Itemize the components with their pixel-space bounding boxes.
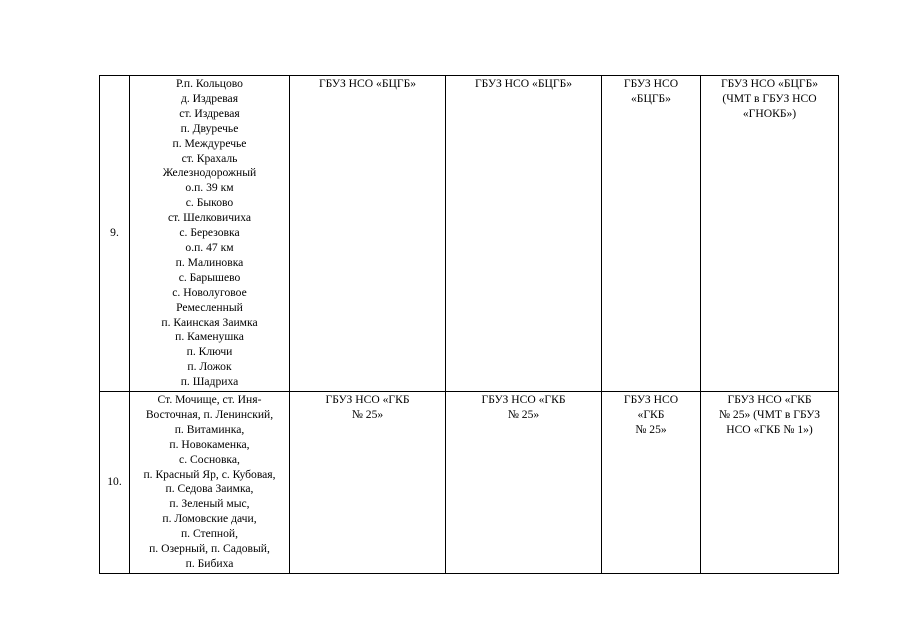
hospital-cell-c [602,392,701,574]
table-row [100,392,839,574]
cell-line: п. Бибиха [185,557,234,570]
cell-line: п. Каинская Заимка [161,315,258,329]
cell-line: ГБУЗ НСО [623,393,679,407]
cell-line: п. Шадриха [180,375,239,389]
cell-line: п. Ключи [186,345,233,359]
cell-line: с. Березовка [179,226,240,240]
cell-line: «ГКБ [637,407,665,421]
cell-line: п. Степной, [180,527,239,541]
cell-line: п. Озерный, п. Садовый, [149,542,270,556]
cell-line: ГБУЗ НСО «ГКБ [481,393,566,407]
cell-line: с. Быково [185,196,234,210]
cell-line: ГБУЗ НСО «БЦГБ» [318,77,417,90]
hospital-cell-a [290,76,446,392]
cell-line: п. Ложок [187,360,232,374]
hospital-cell-d [701,76,839,392]
cell-line: НСО «ГКБ № 1») [726,422,813,436]
cell-line: Железнодорожный [162,166,257,180]
cell-line: ст. Шелковичиха [167,211,252,225]
cell-line: (ЧМТ в ГБУЗ НСО [722,91,817,105]
cell-line: ст. Издревая [179,106,240,120]
cell-line: Восточная, п. Ленинский, [145,407,274,421]
cell-line: № 25» (ЧМТ в ГБУЗ [718,407,821,421]
cell-line: с. Барышево [178,270,241,284]
cell-line: № 25» [351,407,384,421]
hospital-cell-b [446,392,602,574]
cell-line: «БЦГБ» [631,91,671,105]
cell-line: Ст. Мочище, ст. Иня- [157,393,262,407]
cell-line: п. Витаминка, [174,422,245,436]
cell-line: п. Седова Заимка, [165,482,254,496]
area-cell [130,76,290,392]
cell-line: п. Ломовские дачи, [162,512,257,526]
cell-line: п. Малиновка [175,255,244,269]
cell-line: «ГНОКБ») [742,106,797,120]
cell-line: ГБУЗ НСО «БЦГБ» [720,77,819,90]
area-cell [130,392,290,574]
row-number: 10. [100,392,130,574]
hospital-cell-a [290,392,446,574]
cell-line: № 25» [507,407,540,421]
cell-line: ГБУЗ НСО «ГКБ [727,393,812,407]
row-number: 9. [100,76,130,392]
cell-line: Ремесленный [176,300,243,314]
table-row [100,76,839,392]
cell-line: ГБУЗ НСО «БЦГБ» [474,77,573,90]
cell-line: ГБУЗ НСО «ГКБ [325,393,410,407]
hospital-cell-c [602,76,701,392]
cell-line: п. Новокаменка, [169,437,250,451]
cell-line: о.п. 39 км [185,181,234,195]
hospital-cell-d [701,392,839,574]
cell-line: п. Междуречье [172,136,247,150]
cell-line: о.п. 47 км [185,240,234,254]
cell-line: № 25» [635,422,667,436]
cell-line: п. Каменушка [175,330,244,344]
hospital-cell-b [446,76,602,392]
cell-line: ст. Крахаль [181,151,238,165]
cell-line: ГБУЗ НСО [623,77,679,90]
cell-line: п. Красный Яр, с. Кубовая, [143,467,276,481]
cell-line: п. Двуречье [180,121,239,135]
cell-line: д. Издревая [180,91,239,105]
cell-line: с. Новолуговое [172,285,247,299]
districts-table [99,75,839,574]
cell-line: п. Зеленый мыс, [169,497,250,511]
cell-line: с. Сосновка, [179,452,240,466]
cell-line: Р.п. Кольцово [176,77,243,90]
